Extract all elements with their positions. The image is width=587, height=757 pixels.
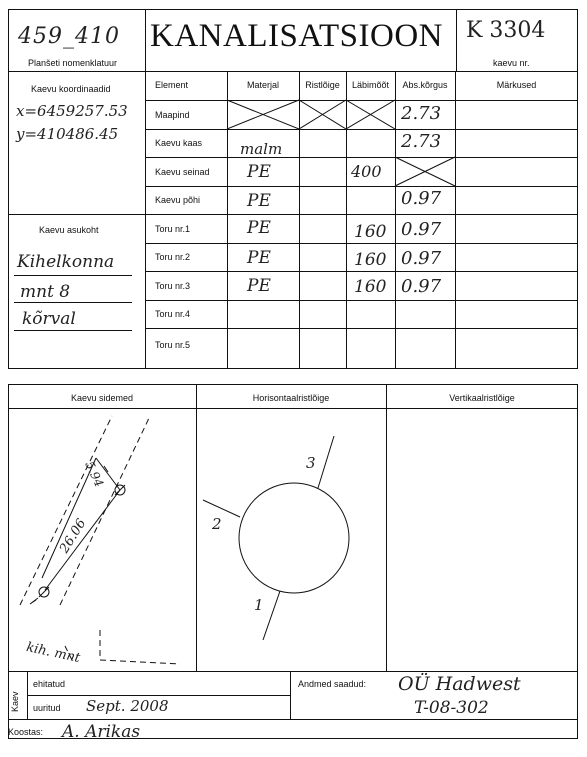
table-row-element: Toru nr.2: [155, 252, 191, 262]
table-row-element: Toru nr.5: [155, 340, 191, 350]
col-header-element: Element: [155, 80, 189, 90]
pipe-label: 2: [212, 515, 222, 533]
road-label: kih. mnt: [24, 640, 82, 667]
table-cell-material: PE: [247, 218, 271, 238]
pipe-label: 1: [254, 596, 264, 614]
well-number-value: K 3304: [466, 18, 546, 43]
footer-source-label: Andmed saadud:: [298, 679, 367, 689]
footer-surveyed-value: Sept. 2008: [86, 697, 169, 715]
coords-y: y=410486.45: [16, 125, 119, 143]
table-cell-elevation: 0.97: [401, 219, 442, 240]
footer-built-label: ehitatud: [33, 679, 66, 689]
table-row-element: Maapind: [155, 110, 190, 120]
well-number-label: kaevu nr.: [493, 58, 530, 68]
location-label: Kaevu asukoht: [39, 225, 99, 235]
table-cell-diameter: 400: [351, 162, 382, 181]
col-header-elevation: Abs.kõrgus: [402, 80, 448, 90]
table-cell-elevation: 2.73: [401, 131, 442, 152]
page-title: KANALISATSIOON: [150, 18, 443, 54]
table-cell-material: PE: [247, 248, 271, 268]
footer-author-value: A. Arikas: [62, 722, 141, 742]
col-header-material: Materjal: [246, 80, 279, 90]
table-cell-elevation: 0.97: [401, 188, 442, 209]
table-cell-elevation: 0.97: [401, 276, 442, 297]
footer-kaev-label: Kaev: [10, 691, 20, 712]
footer-source-divider: [290, 671, 291, 719]
col-header-cross-section: Ristlõige: [305, 80, 340, 90]
table-cell-material: PE: [247, 162, 271, 182]
panel-label-horizontal: Horisontaalristlõige: [252, 393, 330, 403]
coords-label: Kaevu koordinaadid: [31, 84, 111, 94]
table-cell-diameter: 160: [354, 277, 387, 297]
panel-label-connections: Kaevu sidemed: [70, 393, 134, 403]
table-cell-diameter: 160: [354, 222, 387, 242]
table-row-element: Toru nr.3: [155, 281, 191, 291]
table-cell-material: malm: [240, 140, 283, 158]
nomenclature-value: 459_410: [18, 24, 120, 49]
col-header-notes: Märkused: [496, 80, 537, 90]
table-row-element: Kaevu põhi: [155, 195, 201, 205]
pipe-label: 3: [306, 454, 316, 472]
footer-author-label: Koostas:: [8, 727, 44, 737]
table-cell-elevation: 2.73: [401, 103, 442, 124]
footer-bottom-line: [8, 719, 578, 720]
footer-surveyed-label: uuritud: [33, 703, 61, 713]
table-cell-material: PE: [247, 276, 271, 296]
footer-top-line: [8, 671, 578, 672]
table-row-element: Toru nr.1: [155, 224, 191, 234]
nomenclature-label: Planšeti nomenklatuur: [28, 58, 118, 68]
distance-short: 5.94: [82, 459, 107, 490]
footer-mid-line: [27, 695, 290, 696]
distance-long: 26.06: [57, 516, 90, 556]
table-cell-material: PE: [247, 191, 271, 211]
table-row-element: Toru nr.4: [155, 309, 191, 319]
panel-label-vertical: Vertikaalristlõige: [449, 393, 515, 403]
table-cell-elevation: 0.97: [401, 248, 442, 269]
location-line-2: mnt 8: [20, 282, 71, 302]
location-line-3: kõrval: [22, 309, 76, 329]
table-cell-diameter: 160: [354, 250, 387, 270]
footer-source-company: OÜ Hadwest: [398, 673, 521, 695]
table-row-element: Kaevu seinad: [155, 167, 210, 177]
coords-x: x=6459257.53: [16, 102, 128, 120]
col-header-diameter: Läbimõõt: [351, 80, 390, 90]
table-row-element: Kaevu kaas: [155, 138, 203, 148]
footer-source-code: T-08-302: [414, 698, 489, 718]
location-line-1: Kihelkonna: [17, 252, 115, 272]
